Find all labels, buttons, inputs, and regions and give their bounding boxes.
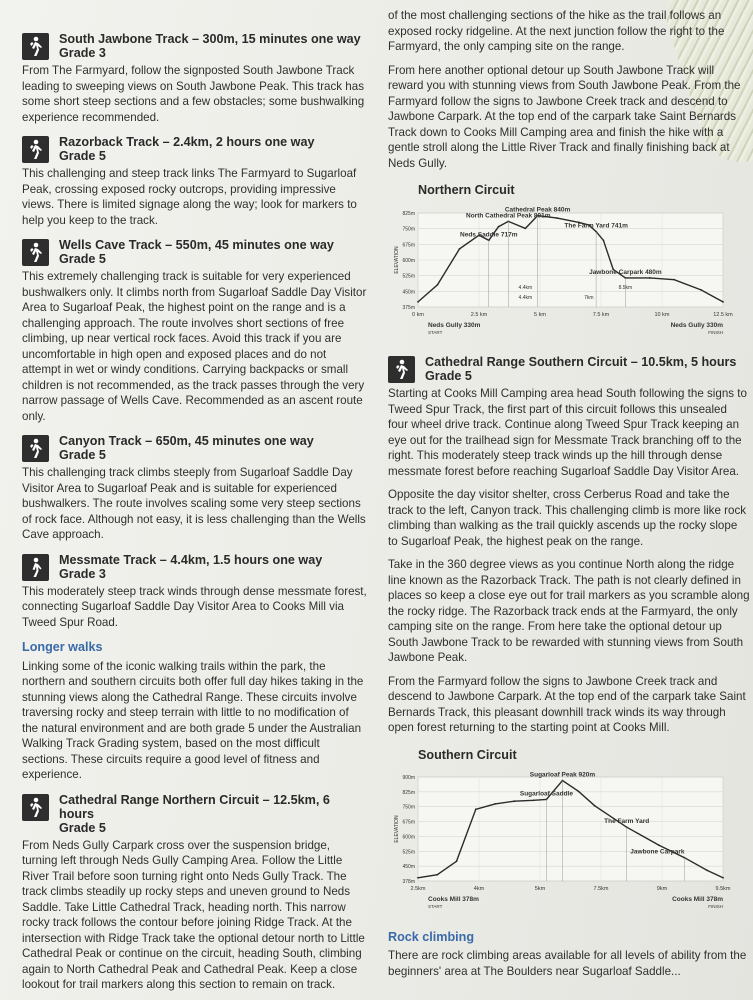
x-tick-label: 0 km xyxy=(412,311,424,318)
longer-walks-heading: Longer walks xyxy=(22,640,103,654)
endpoint-label: Neds Gully 330m xyxy=(670,321,723,329)
elevation-point xyxy=(498,225,500,227)
distance-marker-label: 4.4km xyxy=(518,294,533,301)
endpoint-label: Cooks Mill 378m xyxy=(672,896,723,903)
track-description: From Neds Gully Carpark cross over the suspension bridge, turning left through Neds Gully Camping Area. Follow the Little River Trail before soon turning right onto Neds Gully Track. The track climbs steadily up rocky steps and uneven ground to Neds Saddle. Take Little Cathedral Track, heading north. This narrow rocky track follows the contour before joining Ridge Track. At the intersection with Ridge Track take the optional detour north to Little Cathedral Peak or continue on the circuit, heading South, climbing again to North Cathedral Peak and Cathedral Peak. Keep a close lookout for trail markers along this section to remain on track. xyxy=(22,838,365,991)
x-tick-label: 10 km xyxy=(654,311,670,318)
track-grade: Grade 5 xyxy=(59,252,106,266)
elevation-point xyxy=(417,300,419,302)
track-wells-cave xyxy=(22,238,367,424)
elevation-point xyxy=(649,277,651,279)
track-header xyxy=(22,32,367,60)
track-description: Opposite the day visitor shelter, cross Cerberus Road and take the track to the left, Canyon track. This challenging climb is more like rock climbing than walking as the trail quickly ascends up the rocky slope to Sugarloaf Peak, the highest peak on the range. xyxy=(388,488,747,548)
y-axis-label: ELEVATION xyxy=(394,815,400,843)
elevation-point xyxy=(494,803,496,805)
x-tick-label: 2.5 km xyxy=(470,311,488,318)
elevation-point xyxy=(658,844,660,846)
track-heading xyxy=(59,238,334,266)
y-tick-label: 525m xyxy=(402,273,415,280)
peak-label: Sugarloaf Saddle xyxy=(519,790,573,798)
x-tick-label: 5 km xyxy=(534,311,546,318)
track-canyon xyxy=(22,434,367,543)
y-tick-label: 378m xyxy=(402,879,415,885)
chart-title: Southern Circuit xyxy=(418,747,517,762)
elevation-point xyxy=(417,877,419,879)
hiker-icon xyxy=(22,239,49,266)
elevation-point xyxy=(475,808,477,810)
y-tick-label: 450m xyxy=(402,864,415,871)
track-grade: Grade 3 xyxy=(59,566,106,581)
track-grade: Grade 3 xyxy=(59,46,106,60)
y-axis-label: ELEVATION xyxy=(394,245,400,274)
chart-title: Northern Circuit xyxy=(418,183,515,197)
x-tick-label: 9km xyxy=(656,886,668,892)
track-heading xyxy=(59,553,322,581)
hiker-icon xyxy=(22,435,49,462)
y-tick-label: 750m xyxy=(402,226,415,233)
x-tick-label: 9.5km xyxy=(715,886,731,892)
x-tick-label: 5km xyxy=(534,886,546,892)
track-heading xyxy=(59,32,361,60)
track-heading xyxy=(59,434,314,462)
track-south-jawbone xyxy=(22,32,367,125)
y-tick-label: 825m xyxy=(402,210,415,217)
track-description: From The Farmyard, follow the signposted South Jawbone Track leading to sweeping views on South Jawbone Peak. This track has some short steep sections and a few obstacles; some bushwalking experience recommended. xyxy=(22,64,365,124)
x-tick-label: 2.5km xyxy=(410,886,426,892)
track-description: Take in the 360 degree views as you continue North along the ridge line known as the Razorback Track. The path is not clearly defined in places so keep a close eye out for trail markers as you scramble along the rocky ridge. The Razorback track ends at the Farmyard, the only camping site on the range. From here take the optional detour up South Jawbone Track to be rewarded with stunning views from South Jawbone Peak. xyxy=(388,558,750,664)
elevation-point xyxy=(706,869,708,871)
track-messmate xyxy=(22,553,367,631)
peak-label: Cathedral Peak 840m xyxy=(504,206,571,214)
track-title: Canyon Track – 650m, 45 minutes one way xyxy=(59,434,314,448)
right-column xyxy=(388,8,750,987)
hiker-icon xyxy=(388,356,415,383)
y-tick-label: 825m xyxy=(402,789,415,796)
elevation-point xyxy=(603,239,605,241)
track-title: Cathedral Range Southern Circuit – 10.5km, 5 hours xyxy=(425,355,737,369)
elevation-point xyxy=(533,799,535,801)
track-heading xyxy=(59,793,367,835)
elevation-point xyxy=(556,217,558,219)
track-description: From the Farmyard follow the signs to Jawbone Creek track and descend to Jawbone Carpark. At the top end of the carpark take Saint Bernards Track, this pleasant downhill track winds its way through open forest returning to the starting point at Cooks Mill. xyxy=(388,674,746,734)
x-tick-label: 7.5km xyxy=(593,886,609,892)
peak-label: The Farm Yard 741m xyxy=(564,222,628,230)
elevation-point xyxy=(524,227,526,229)
hiker-icon xyxy=(22,136,49,163)
distance-marker-label: 7km xyxy=(584,294,594,301)
track-description: This challenging track climbs steeply from Sugarloaf Saddle Day Visitor Area to Sugarloaf Peak and is suitable for experienced bushwalkers. The route involves scaling some very steep sections of rock face. Although not easy, it is less challenging than the Wells Cave approach. xyxy=(22,466,366,541)
track-razorback xyxy=(22,135,367,228)
peak-label: Jawbone Carpark xyxy=(630,848,685,856)
southern-circuit-chart xyxy=(388,748,750,920)
track-northern-circuit xyxy=(22,793,367,993)
elevation-point xyxy=(594,805,596,807)
elevation-point xyxy=(459,247,461,249)
elevation-point xyxy=(437,283,439,285)
hiker-icon xyxy=(22,794,49,821)
elevation-point xyxy=(722,877,724,879)
endpoint-label: Cooks Mill 378m xyxy=(428,896,479,903)
track-header xyxy=(22,553,367,581)
distance-marker-label: 4.4km xyxy=(518,284,533,291)
elevation-point xyxy=(578,790,580,792)
rock-climbing-heading: Rock climbing xyxy=(388,929,475,944)
rock-climbing-text: There are rock climbing areas available for all levels of ability from the beginners' area at The Boulders near Sugarloaf Saddle... xyxy=(388,949,747,978)
southern-elevation-profile xyxy=(388,765,733,915)
track-title: Wells Cave Track – 550m, 45 minutes one way xyxy=(59,238,334,252)
y-tick-label: 675m xyxy=(402,819,415,826)
track-header xyxy=(22,793,367,835)
track-description: This extremely challenging track is suitable for very experienced bushwalkers only. It climbs north from Sugarloaf Saddle Day Visitor Area to Sugarloaf Peak, the highest point on the range and is a challenging approach. The route involves short sections of free climbing, up near vertical rock faces. Avoid this track if you are uncomfortable in high open and exposed places and do not attempt in wet or windy conditions. Carrying backpacks or small children is not recommended, as the track passes through the very narrow passage of Wells Cave. Recommended as an ascent route only. xyxy=(22,270,367,423)
elevation-point xyxy=(673,278,675,280)
peak-label: North Cathedral Peak 801m xyxy=(466,211,551,219)
peak-label: Sugarloaf Peak 920m xyxy=(529,771,596,779)
endpoint-note: FINISH xyxy=(708,329,723,335)
track-header xyxy=(22,434,367,462)
track-grade: Grade 5 xyxy=(59,149,106,163)
track-title: Cathedral Range Northern Circuit – 12.5km, 6 hours xyxy=(59,792,330,821)
elevation-point xyxy=(513,800,515,802)
continued-paragraph: From here another optional detour up South Jawbone Track will reward you with stunning views from South Jawbone Peak. From the Farmyard follow the signs to Jawbone Creek track and descend to Jawbone Carpark. At the top end of the carpark take Saint Bernards Track down to Cooks Mill Camping area and finish the hike with a gentle stroll along the Little River Track and finally finishing back at Neds Gully. xyxy=(388,63,741,170)
elevation-point xyxy=(722,300,724,302)
longer-walks-text: Linking some of the iconic walking trails within the park, the northern and southern circuits both offer full day hikes taking in the stunning views along the Cathedral Range. These circuits involve traversing rocky and steep terrain with little to no modification of the natural environment and are both grade 5 under the Australian Walking Track Grading system, based on the most difficult sections. These circuits require a good level of fitness and experience. xyxy=(22,659,364,781)
elevation-point xyxy=(700,289,702,291)
track-description: This moderately steep track winds through dense messmate forest, connecting Sugarloaf Saddle Day Visitor Area to Cooks Mill via Tweed Spur Road. xyxy=(22,584,367,629)
peak-label: The Farm Yard xyxy=(604,818,650,826)
endpoint-note: FINISH xyxy=(708,904,723,909)
endpoint-label: Neds Gully 330m xyxy=(428,321,481,329)
y-tick-label: 525m xyxy=(402,849,415,856)
track-description: This challenging and steep track links The Farmyard to Sugarloaf Peak, crossing exposed rocky outcrops, providing impressive views. There is limited signage along the way; look for markers to help you keep to the track. xyxy=(22,167,357,227)
track-title: South Jawbone Track – 300m, 15 minutes one way xyxy=(59,32,361,46)
x-tick-label: 4km xyxy=(473,886,485,892)
y-tick-label: 900m xyxy=(402,775,415,781)
track-grade: Grade 5 xyxy=(425,369,472,383)
left-column xyxy=(22,32,367,1000)
walker-icon xyxy=(22,554,49,581)
track-grade: Grade 5 xyxy=(59,820,106,835)
endpoint-note: START xyxy=(428,904,443,909)
track-header xyxy=(22,238,367,266)
endpoint-note: START xyxy=(428,329,443,335)
peak-label: Neds Saddle 717m xyxy=(460,230,518,238)
northern-elevation-profile xyxy=(388,201,733,341)
track-header xyxy=(388,355,750,383)
y-tick-label: 450m xyxy=(402,288,415,295)
hiker-icon xyxy=(22,33,49,60)
x-tick-label: 7.5 km xyxy=(592,311,610,318)
track-title: Messmate Track – 4.4km, 1.5 hours one way xyxy=(59,552,323,567)
track-description: Starting at Cooks Mill Camping area head South following the signs to Tweed Spur Track, the first part of this circuit follows this unsealed four wheel drive track. Continue along Tweed Spur Track keeping an eye out for the trailhead sign for Messmate Track branching off to the right. This moderately steep track winds up the hill through dense messmate forest before reaching Sugarloaf Saddle Day Visitor Area. xyxy=(388,387,747,478)
track-southern-circuit xyxy=(388,355,750,736)
y-tick-label: 675m xyxy=(402,241,415,248)
elevation-point xyxy=(456,860,458,862)
distance-marker-label: 8.5km xyxy=(618,284,633,291)
track-grade: Grade 5 xyxy=(59,448,106,462)
peak-label: Jawbone Carpark 480m xyxy=(589,268,662,276)
track-heading xyxy=(425,355,736,383)
northern-circuit-chart xyxy=(388,183,750,345)
track-title: Razorback Track – 2.4km, 2 hours one way xyxy=(59,135,315,149)
elevation-point xyxy=(436,874,438,876)
y-tick-label: 600m xyxy=(402,257,415,264)
y-tick-label: 600m xyxy=(402,834,415,841)
track-header xyxy=(22,135,367,163)
y-tick-label: 375m xyxy=(402,304,415,311)
y-tick-label: 750m xyxy=(402,804,415,811)
x-tick-label: 12.5 km xyxy=(713,311,733,318)
continued-paragraph: of the most challenging sections of the hike as the trail follows an exposed rocky ridgeline. At the next junction follow the right to the Farmyard, the only camping site on the range. xyxy=(388,9,725,53)
track-heading xyxy=(59,135,315,163)
